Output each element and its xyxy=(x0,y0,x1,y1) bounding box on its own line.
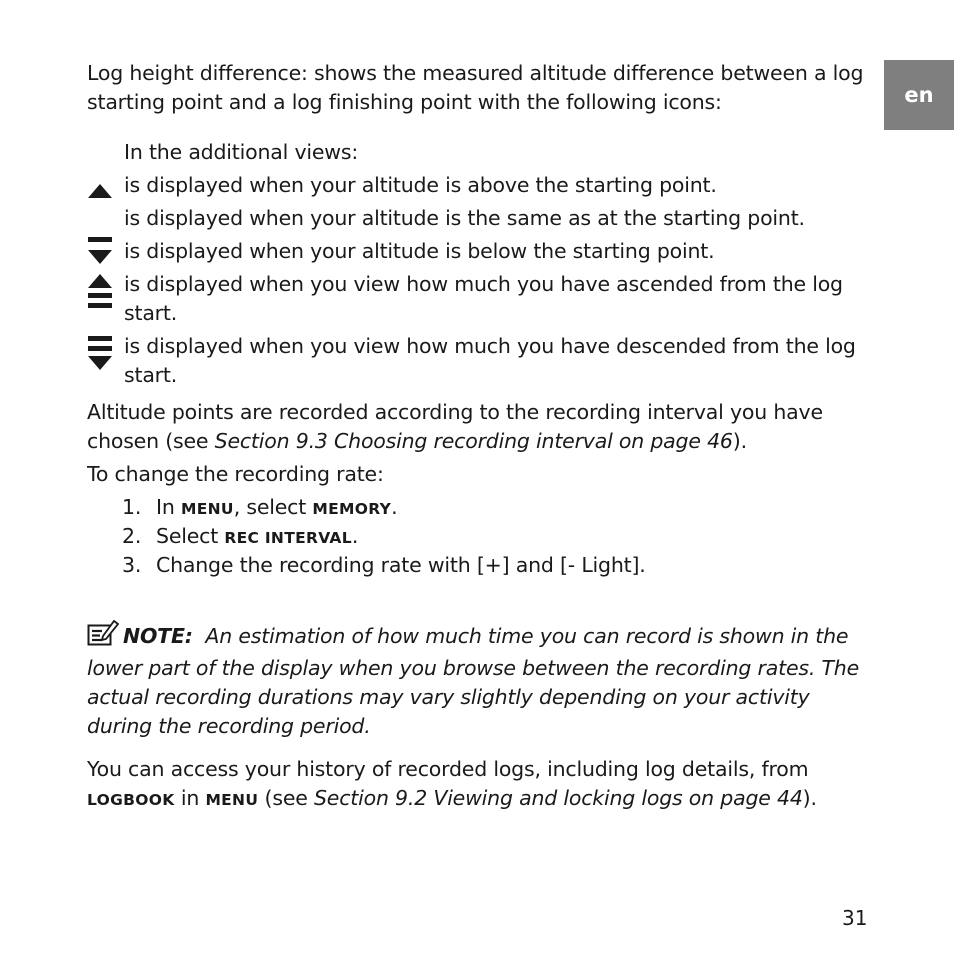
ascent-icon xyxy=(87,274,113,318)
intro-paragraph: Log height difference: shows the measured altitude difference between a log starting point and a log finishing point with the following icons: xyxy=(87,61,864,114)
section-reference-link[interactable]: Section 9.3 Choosing recording interval on page 46 xyxy=(214,429,733,453)
step-item xyxy=(122,551,822,580)
step-text: In MENU, select MEMORY. xyxy=(156,495,398,519)
additional-views-label: In the additional views: xyxy=(124,140,359,164)
page-number: 31 xyxy=(842,906,868,930)
step-text: Change the recording rate with [+] and [- Light]. xyxy=(156,553,646,577)
triangle-down-icon xyxy=(87,244,113,273)
step-item xyxy=(122,493,822,522)
icon-item-label: is displayed when your altitude is the same as at the starting point. xyxy=(124,206,805,230)
descent-icon xyxy=(87,336,113,380)
memory-key: MEMORY xyxy=(312,500,392,518)
icon-item-label: is displayed when your altitude is below the starting point. xyxy=(124,239,715,263)
icon-item-label: is displayed when you view how much you have descended from the log start. xyxy=(124,334,856,387)
triangle-up-icon xyxy=(87,178,113,207)
steps-list xyxy=(122,493,822,580)
icon-item-label: is displayed when your altitude is above the starting point. xyxy=(124,173,717,197)
altitude-text: Altitude points are recorded according to the recording interval you have chosen (see xyxy=(87,400,823,453)
logbook-key: LOGBOOK xyxy=(87,791,175,809)
altitude-paragraph xyxy=(87,398,877,456)
step-text: Select REC INTERVAL. xyxy=(156,524,359,548)
step-number: 2. xyxy=(122,524,142,548)
change-rate-label: To change the recording rate: xyxy=(87,462,384,486)
language-tab xyxy=(884,60,954,130)
note-block xyxy=(87,620,877,741)
menu-key: MENU xyxy=(180,500,234,518)
note-pencil-icon xyxy=(87,620,119,654)
step-number: 3. xyxy=(122,553,142,577)
logbook-paragraph: You can access your history of recorded logs, including log details, from LOGBOOK in MENU (see Section 9.2 Viewing and locking logs on page 44). xyxy=(87,757,817,810)
altitude-text-end: ). xyxy=(732,429,747,453)
note-label: NOTE: xyxy=(123,624,193,648)
menu-key: MENU xyxy=(205,791,259,809)
note-text: An estimation of how much time you can record is shown in the lower part of the display when you browse between the recording rates. The actual recording durations may vary slightly depending on your activity during the recording period. xyxy=(87,624,859,738)
rec-interval-key: REC INTERVAL xyxy=(224,529,352,547)
step-number: 1. xyxy=(122,495,142,519)
section-reference-link[interactable]: Section 9.2 Viewing and locking logs on page 44 xyxy=(313,786,803,810)
step-item xyxy=(122,522,822,551)
icon-item-label: is displayed when you view how much you have ascended from the log start. xyxy=(124,272,843,325)
language-tab-label: en xyxy=(904,83,934,107)
